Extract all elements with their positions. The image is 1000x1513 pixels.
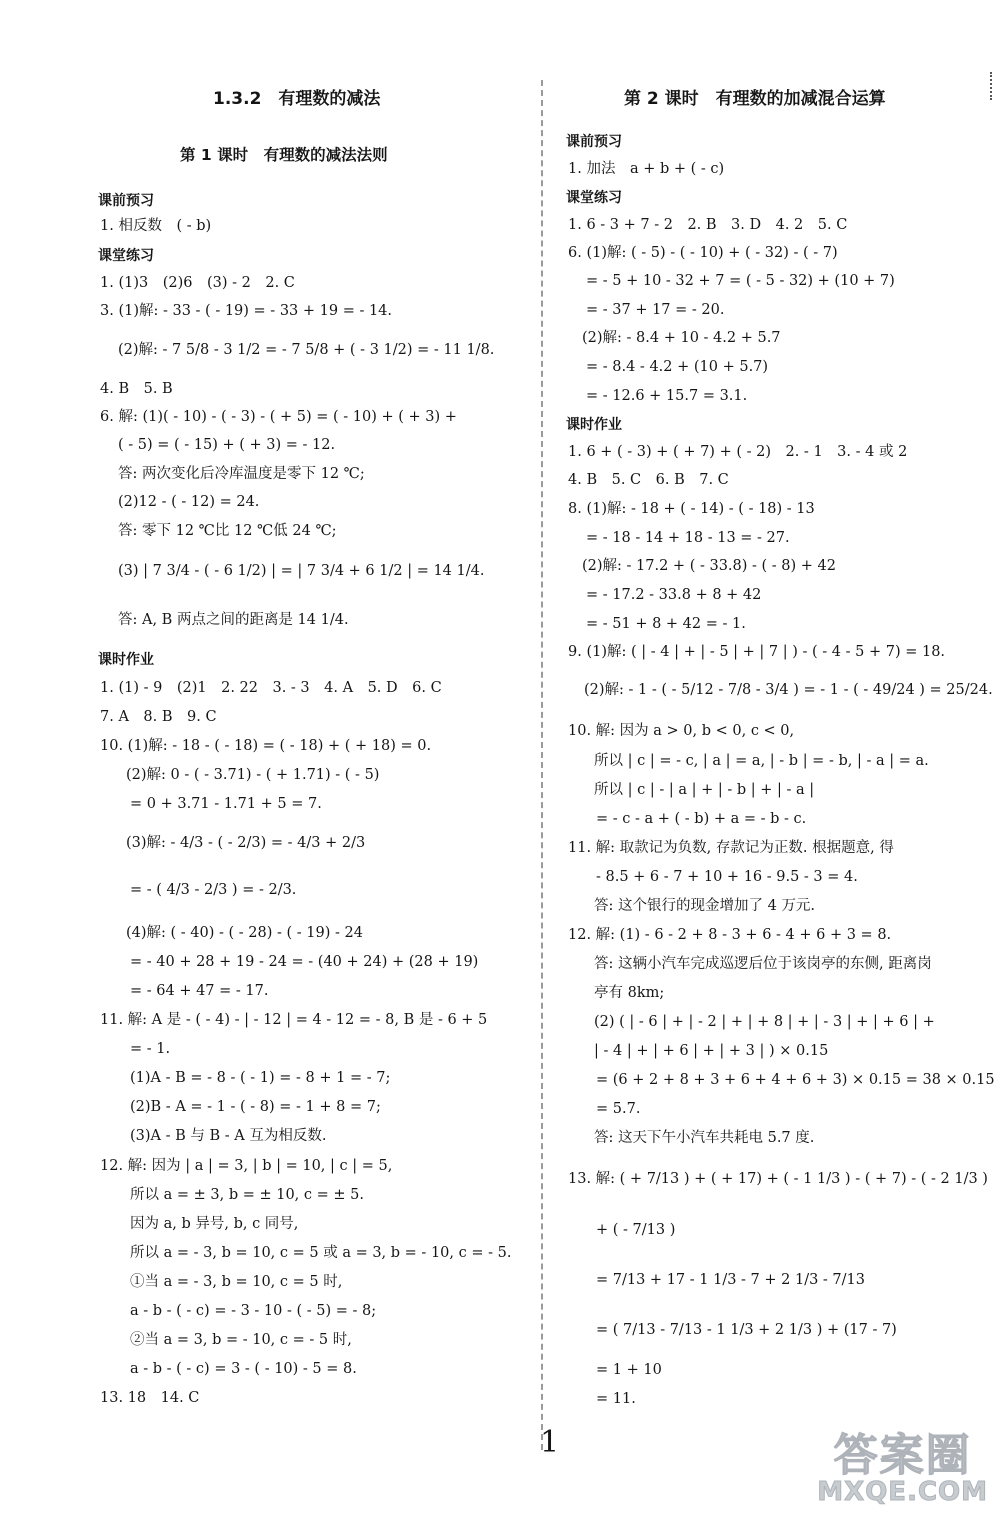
lesson-title: 第 1 课时 有理数的减法法则 [180,146,388,164]
answer-line: - 8.5 + 6 - 7 + 10 + 16 - 9.5 - 3 = 4. [596,869,858,885]
answer-line: 12. 解: 因为 | a | = 3, | b | = 10, | c | = 5, [100,1158,393,1174]
answer-line: (2)解: - 7 5/8 - 3 1/2 = - 7 5/8 + ( - 3 1/2) = - 11 1/8. [118,342,495,358]
answer-line: 12. 解: (1) - 6 - 2 + 8 - 3 + 6 - 4 + 6 + 3 = 8. [568,927,892,943]
page-edge-mark [990,72,995,100]
answer-line: = - 17.2 - 33.8 + 8 + 42 [586,587,762,603]
answer-line: (3)A - B 与 B - A 互为相反数. [130,1128,327,1144]
watermark [817,1419,988,1507]
answer-line: = - 8.4 - 4.2 + (10 + 5.7) [586,359,769,375]
answer-line: (2)解: - 1 - ( - 5/12 - 7/8 - 3/4 ) = - 1 - ( - 49/24 ) = 25/24. [584,682,993,698]
answer-line: = - 51 + 8 + 42 = - 1. [586,616,746,632]
answer-line: 1. 6 - 3 + 7 - 2 2. B 3. D 4. 2 5. C [568,217,848,233]
answer-line: 11. 解: 取款记为负数, 存款记为正数. 根据题意, 得 [568,840,894,856]
section-title: 1.3.2 有理数的减法 [213,89,381,109]
answer-line: (4)解: ( - 40) - ( - 28) - ( - 19) - 24 [126,925,363,941]
answer-line: 1. (1) - 9 (2)1 2. 22 3. - 3 4. A 5. D 6. C [100,680,442,696]
answer-line: ①当 a = - 3, b = 10, c = 5 时, [130,1274,343,1290]
answer-line: 所以 | c | = - c, | a | = a, | - b | = - b, | - a | = a. [594,753,929,769]
answer-line: 所以 a = ± 3, b = ± 10, c = ± 5. [130,1187,364,1203]
watermark-main: 答案圈 [833,1430,972,1481]
page-number: 1 [540,1425,560,1460]
answer-line: 13. 18 14. C [100,1390,200,1406]
heading-homework: 课时作业 [566,417,622,433]
answer-line: 4. B 5. B [100,381,173,397]
heading-class-practice: 课堂练习 [98,248,154,264]
answer-line: 因为 a, b 异号, b, c 同号, [130,1216,299,1232]
answer-line: = - 12.6 + 15.7 = 3.1. [586,388,748,404]
answer-line: 10. 解: 因为 a > 0, b < 0, c < 0, [568,723,795,739]
lesson-title: 第 2 课时 有理数的加减混合运算 [624,89,886,109]
answer-line: = - ( 4/3 - 2/3 ) = - 2/3. [130,882,297,898]
answer-line: 答: 两次变化后冷库温度是零下 12 ℃; [118,466,365,482]
answer-line: | - 4 | + | + 6 | + | + 3 | ) × 0.15 [594,1043,829,1059]
heading-class-practice: 课堂练习 [566,190,622,206]
answer-line: 9. (1)解: ( | - 4 | + | - 5 | + | 7 | ) - ( - 4 - 5 + 7) = 18. [568,644,946,660]
answer-line: (2)解: - 8.4 + 10 - 4.2 + 5.7 [582,330,781,346]
answer-line: 答: A, B 两点之间的距离是 14 1/4. [118,612,349,628]
answer-line: 6. (1)解: ( - 5) - ( - 10) + ( - 32) - ( - 7) [568,245,838,261]
answer-line: 3. (1)解: - 33 - ( - 19) = - 33 + 19 = - 14. [100,303,393,319]
answer-line: 1. (1)3 (2)6 (3) - 2 2. C [100,275,295,291]
answer-line: = - c - a + ( - b) + a = - b - c. [596,811,807,827]
answer-line: 1. 相反数 ( - b) [100,218,212,234]
answer-line: 亭有 8km; [594,985,665,1001]
heading-homework: 课时作业 [98,652,154,668]
answer-line: = 0 + 3.71 - 1.71 + 5 = 7. [130,796,322,812]
answer-line: 答: 这个银行的现金增加了 4 万元. [594,898,816,914]
answer-line: 1. 6 + ( - 3) + ( + 7) + ( - 2) 2. - 1 3. - 4 或 2 [568,444,908,460]
answer-line: ( - 5) = ( - 15) + ( + 3) = - 12. [118,437,336,453]
answer-line: a - b - ( - c) = 3 - ( - 10) - 5 = 8. [130,1361,357,1377]
answer-line: = 7/13 + 17 - 1 1/3 - 7 + 2 1/3 - 7/13 [596,1272,865,1288]
answer-line: 答: 零下 12 ℃比 12 ℃低 24 ℃; [118,523,337,539]
answer-line: = ( 7/13 - 7/13 - 1 1/3 + 2 1/3 ) + (17 - 7) [596,1322,897,1338]
answer-line: 所以 | c | - | a | + | - b | + | - a | [594,782,815,798]
answer-line: (2)B - A = - 1 - ( - 8) = - 1 + 8 = 7; [130,1099,381,1115]
answer-line: 13. 解: ( + 7/13 ) + ( + 17) + ( - 1 1/3 ) - ( + 7) - ( - 2 1/3 ) [568,1171,988,1187]
answer-line: 11. 解: A 是 - ( - 4) - | - 12 | = 4 - 12 = - 8, B 是 - 6 + 5 [100,1012,488,1028]
answer-line: 所以 a = - 3, b = 10, c = 5 或 a = 3, b = - 10, c = - 5. [130,1245,512,1261]
answer-line: = - 5 + 10 - 32 + 7 = ( - 5 - 32) + (10 + 7) [586,273,895,289]
heading-preview: 课前预习 [566,134,622,150]
answer-line: = (6 + 2 + 8 + 3 + 6 + 4 + 6 + 3) × 0.15 = 38 × 0.15 [596,1072,995,1088]
answer-line: = - 40 + 28 + 19 - 24 = - (40 + 24) + (28 + 19) [130,954,479,970]
answer-line: = 5.7. [596,1101,641,1117]
column-divider [541,80,543,1450]
answer-line: = 1 + 10 [596,1362,662,1378]
answer-line: = - 18 - 14 + 18 - 13 = - 27. [586,530,790,546]
watermark-sub: MXQE.COM [817,1477,988,1507]
answer-line: = - 1. [130,1041,171,1057]
answer-line: (2) ( | - 6 | + | - 2 | + | + 8 | + | - 3 | + | + 6 | + [594,1014,935,1030]
answer-line: + ( - 7/13 ) [596,1222,676,1238]
answer-line: 1. 加法 a + b + ( - c) [568,161,725,177]
answer-line: 7. A 8. B 9. C [100,709,217,725]
answer-line: (2)解: - 17.2 + ( - 33.8) - ( - 8) + 42 [582,558,837,574]
answer-line: 8. (1)解: - 18 + ( - 14) - ( - 18) - 13 [568,501,815,517]
answer-line: 4. B 5. C 6. B 7. C [568,472,729,488]
answer-line: 6. 解: (1)( - 10) - ( - 3) - ( + 5) = ( - 10) + ( + 3) + [100,409,457,425]
answer-line: ②当 a = 3, b = - 10, c = - 5 时, [130,1332,352,1348]
answer-line: (2)解: 0 - ( - 3.71) - ( + 1.71) - ( - 5) [126,767,380,783]
answer-line: 答: 这辆小汽车完成巡逻后位于该岗亭的东侧, 距离岗 [594,956,932,972]
answer-line: (1)A - B = - 8 - ( - 1) = - 8 + 1 = - 7; [130,1070,391,1086]
answer-line: (2)12 - ( - 12) = 24. [118,494,260,510]
answer-line: = - 37 + 17 = - 20. [586,302,725,318]
answer-line: a - b - ( - c) = - 3 - 10 - ( - 5) = - 8; [130,1303,377,1319]
answer-line: = - 64 + 47 = - 17. [130,983,269,999]
answer-line: 答: 这天下午小汽车共耗电 5.7 度. [594,1130,815,1146]
answer-line: = 11. [596,1391,636,1407]
answer-line: 10. (1)解: - 18 - ( - 18) = ( - 18) + ( + 18) = 0. [100,738,432,754]
answer-line: (3)解: - 4/3 - ( - 2/3) = - 4/3 + 2/3 [126,835,366,851]
heading-preview: 课前预习 [98,193,154,209]
answer-line: (3) | 7 3/4 - ( - 6 1/2) | = | 7 3/4 + 6 1/2 | = 14 1/4. [118,563,485,579]
